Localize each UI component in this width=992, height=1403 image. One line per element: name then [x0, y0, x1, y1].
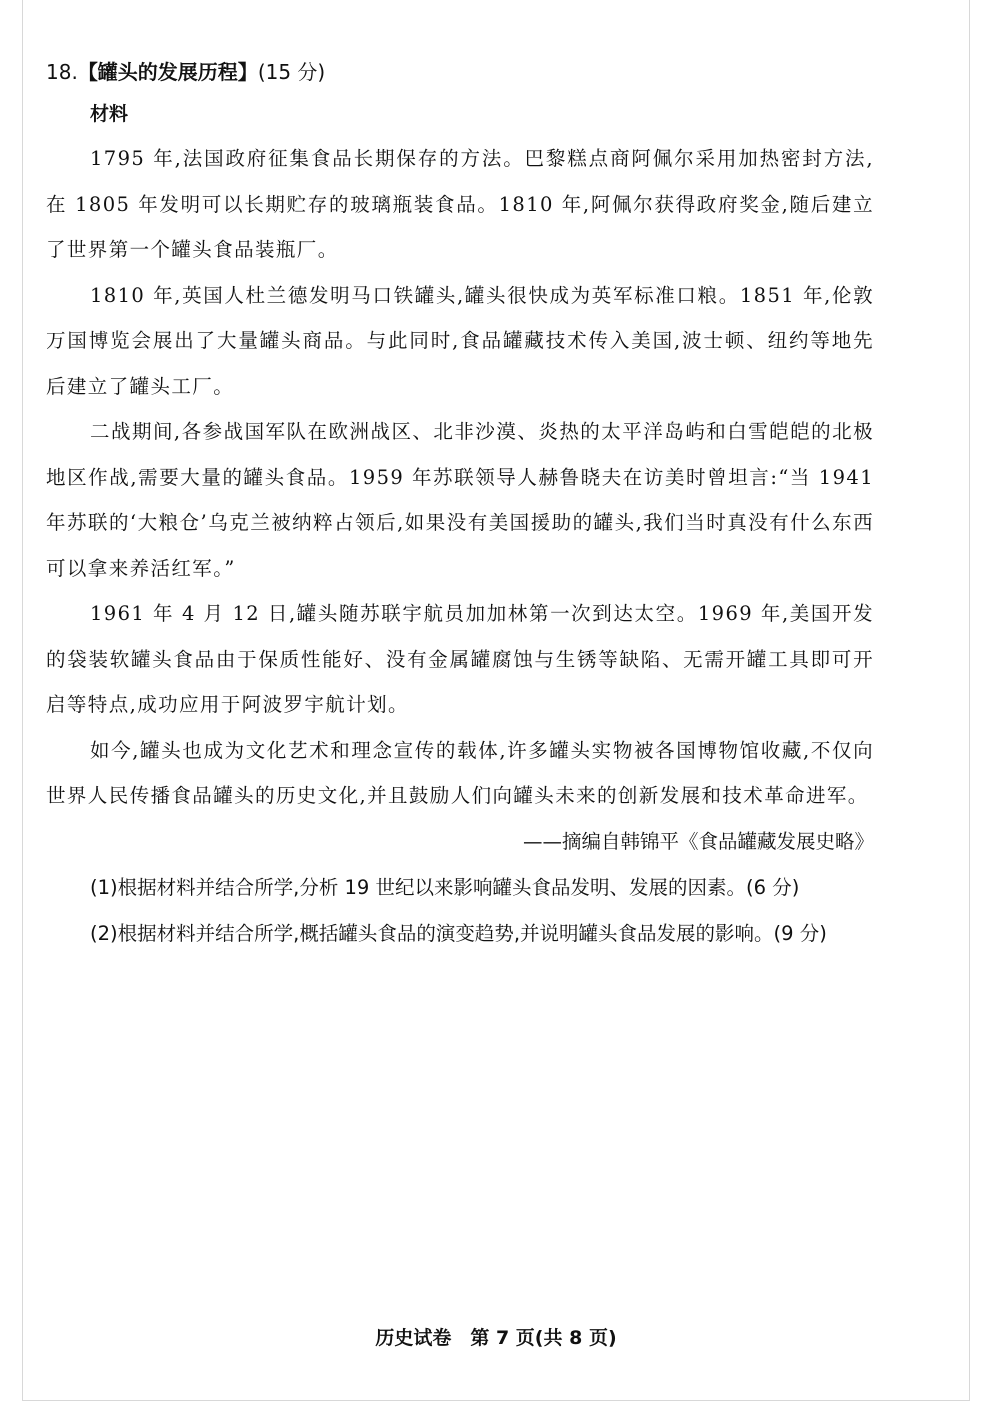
- material-paragraph-4: 1961 年 4 月 12 日,罐头随苏联宇航员加加林第一次到达太空。1969 年,美国开发的袋装软罐头食品由于保质性能好、没有金属罐腐蚀与生锈等缺陷、无需开罐工具即可开启等特点,成功应用于阿波罗宇航计划。: [46, 602, 874, 716]
- question-title: 【罐头的发展历程】: [77, 60, 258, 84]
- material-paragraph-3: 二战期间,各参战国军队在欧洲战区、北非沙漠、炎热的太平洋岛屿和白雪皑皑的北极地区作战,需要大量的罐头食品。1959 年苏联领导人赫鲁晓夫在访美时曾坦言:“当 1941 年苏联的‘大粮仓’乌克兰被纳粹占领后,如果没有美国援助的罐头,我们当时真没有什么东西可以拿来养活红军。”: [46, 420, 874, 580]
- material-label: 材料: [90, 103, 129, 125]
- question-heading: [46, 52, 874, 92]
- material-paragraph-5: 如今,罐头也成为文化艺术和理念宣传的载体,许多罐头实物被各国博物馆收藏,不仅向世界人民传播食品罐头的历史文化,并且鼓励人们向罐头未来的创新发展和技术革命进军。: [46, 738, 874, 807]
- question-number: 18.: [46, 60, 78, 84]
- sub-question-1: (1)根据材料并结合所学,分析 19 世纪以来影响罐头食品发明、发展的因素。(6 分): [90, 875, 800, 899]
- material-paragraph-2: 1810 年,英国人杜兰德发明马口铁罐头,罐头很快成为英军标准口粮。1851 年,伦敦万国博览会展出了大量罐头商品。与此同时,食品罐藏技术传入美国,波士顿、纽约等地先后建立了罐头工厂。: [46, 283, 874, 398]
- material-paragraph-1: 1795 年,法国政府征集食品长期保存的方法。巴黎糕点商阿佩尔采用加热密封方法,在 1805 年发明可以长期贮存的玻璃瓶装食品。1810 年,阿佩尔获得政府奖金,随后建立了世界第一个罐头食品装瓶厂。: [46, 147, 874, 261]
- question-block: [46, 52, 874, 957]
- sub-question-2: (2)根据材料并结合所学,概括罐头食品的演变趋势,并说明罐头食品发展的影响。(9 分): [90, 921, 827, 945]
- page-footer: 历史试卷 第 7 页(共 8 页): [375, 1327, 617, 1349]
- material-source: ——摘编自韩锦平《食品罐藏发展史略》: [522, 829, 874, 853]
- question-score: (15 分): [257, 60, 326, 84]
